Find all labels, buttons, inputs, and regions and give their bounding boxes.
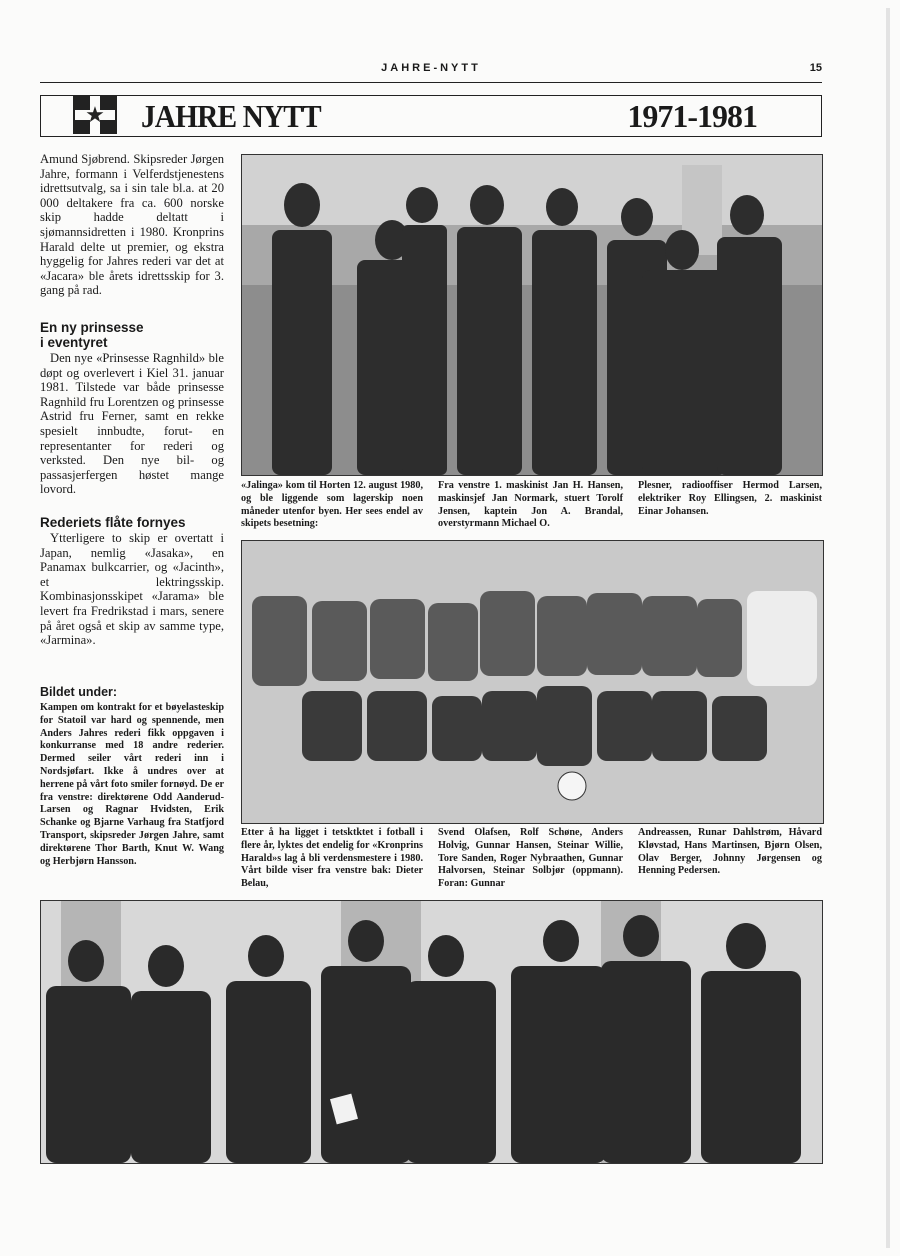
team-caption-part1: Etter å ha ligget i tetsktktet i fotball i flere år, lyktes det endelig for «Kronprins Harald»s lag å bli verdensmestere i 1980. Vårt bilde viser fra venstre bak: Dieter Belau, xyxy=(241,827,423,890)
masthead-years: 1971-1981 xyxy=(627,98,757,134)
intro-paragraph: Amund Sjøbrend. Skipsreder Jørgen Jahre, formann i Velferdstjenestens idrettsutvalg, sa i sin tale bl.a. at 20 000 deltakere fra ca. 600 norske skip hadde deltatt i sjømannsidretten i 1980. Kronprins Harald delte ut premier, og ekstra hyggelig for Jahres rederi var det at «Jacara» ble årets idrettsskip for 3. gang på rad. xyxy=(40,152,224,298)
masthead-title: JAHRE NYTT xyxy=(141,98,321,134)
section-body: Den nye «Prinsesse Ragnhild» ble døpt og overlevert i Kiel 31. januar 1981. Tilstede var både prinsesse Ragnhild fru Lorentzen og prinsesse Astrid fru Ferner, samt en rekke spesielt innbudte, forut- en representanter for rederi og verksted. Den nye bil- og passasjerfergen høstet mange lovord. xyxy=(40,351,224,497)
section-flate xyxy=(40,515,224,648)
section-body: Kampen om kontrakt for et bøyelasteskip for Statoil var hard og spennende, men Anders Jahres rederi fikk oppgaven i konkurranse med 18 andre rederier. Dermed seiler vårt rederi inn i Nordsjøfart. Ikke å undres over at herrene på vårt foto smiler fornøyd. De er fra venstre: direktørene Odd Aanderud-Larsen og Ragnar Hvidsten, Erik Schanke og Bjarne Varhaug fra Statfjord Transport, skipsreder Jørgen Jahre, samt direktørene Thor Barth, Knut W. Wang og Herbjørn Hansson. xyxy=(40,702,224,867)
contract-signing-photo xyxy=(40,900,823,1164)
crew-caption-part2: Fra venstre 1. maskinist Jan H. Hansen, maskinsjef Jan Normark, stuert Torolf Jensen, kaptein Jon A. Brandal, overstyrmann Michael O. xyxy=(438,480,623,530)
contract-signing-photo-image xyxy=(41,901,822,1163)
football-team-photo xyxy=(241,540,824,824)
crew-photo xyxy=(241,154,823,476)
section-prinsesse xyxy=(40,320,224,497)
section-heading: Bildet under: xyxy=(40,685,118,699)
section-bildet-under xyxy=(40,685,224,868)
section-heading: i eventyret xyxy=(40,335,108,350)
crew-caption-part1: «Jalinga» kom til Horten 12. august 1980, og ble liggende som lagerskip noen måneder utenfor byen. Her sees endel av skipets besetning: xyxy=(241,480,423,530)
masthead xyxy=(40,95,822,137)
team-caption-part3: Andreassen, Runar Dahlstrøm, Håvard Kløvstad, Hans Martinsen, Bjørn Olsen, Olav Berger, Johnny Jørgensen og Henning Pedersen. xyxy=(638,827,822,877)
section-heading: Rederiets flåte fornyes xyxy=(40,515,186,530)
crew-caption-part3: Plesner, radiooffiser Hermod Larsen, elektriker Roy Ellingsen, 2. maskinist Einar Johansen. xyxy=(638,480,822,517)
section-heading: En ny prinsesse xyxy=(40,320,144,335)
crew-photo-image xyxy=(242,155,822,475)
page-number: 15 xyxy=(809,62,822,74)
section-body: Ytterligere to skip er overtatt i Japan, nemlig «Jasaka», en Panamax bulkcarrier, og «Jacinth», et lektringsskip. Kombinasjonsskipet «Jarama» ble levert fra Fredrikstad i mars, senere på året også et skip av samme type, «Jarmina». xyxy=(40,531,224,648)
scan-edge xyxy=(886,8,890,1248)
team-caption-part2: Svend Olafsen, Rolf Schøne, Anders Holvig, Gunnar Hansen, Steinar Willie, Tore Sanden, Roger Nybraathen, Gunnar Halvorsen, Steinar Solbjør (oppmann). Foran: Gunnar xyxy=(438,827,623,890)
running-header xyxy=(40,62,822,83)
football-team-photo-image xyxy=(242,541,823,823)
star-cross-emblem-icon: ★ xyxy=(73,96,117,134)
running-title: JAHRE-NYTT xyxy=(381,62,481,74)
